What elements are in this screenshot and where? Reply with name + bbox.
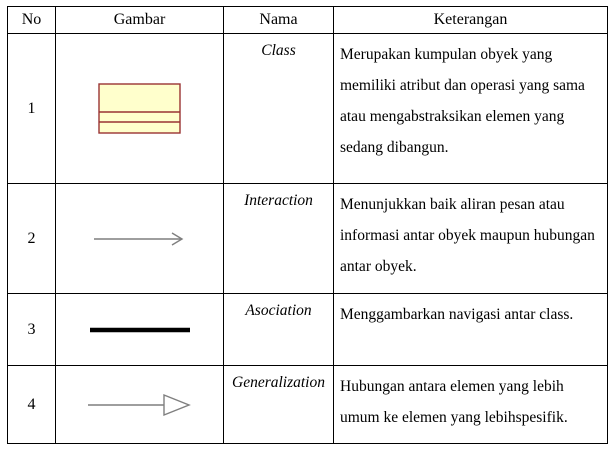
symbol-cell [56,34,224,184]
uml-symbol-table [7,6,608,444]
row-number: 4 [8,366,56,444]
interaction-arrow-icon [92,230,188,248]
header-nama: Nama [224,7,334,34]
header-no: No [8,7,56,34]
row-number: 2 [8,184,56,294]
table-row [8,294,608,366]
symbol-cell [56,184,224,294]
row-number: 3 [8,294,56,366]
generalization-arrow-icon [86,391,194,419]
header-keterangan: Keterangan [334,7,608,34]
symbol-name: Asociation [224,294,334,366]
header-row [8,7,608,34]
class-box-icon [98,83,182,135]
symbol-description: Merupakan kumpulan obyek yang memiliki atribut dan operasi yang sama atau mengabstraksikan elemen yang sedang dibangun. [334,34,608,184]
symbol-cell [56,294,224,366]
symbol-cell [56,366,224,444]
table-row [8,366,608,444]
symbol-name: Generalization [224,366,334,444]
symbol-name: Class [224,34,334,184]
symbol-description: Menunjukkan baik aliran pesan atau informasi antar obyek maupun hubungan antar obyek. [334,184,608,294]
table-row [8,184,608,294]
symbol-name: Interaction [224,184,334,294]
association-line-icon [88,325,192,335]
row-number: 1 [8,34,56,184]
symbol-description: Menggambarkan navigasi antar class. [334,294,608,366]
header-gambar: Gambar [56,7,224,34]
symbol-description: Hubungan antara elemen yang lebih umum ke elemen yang lebihspesifik. [334,366,608,444]
table-row [8,34,608,184]
